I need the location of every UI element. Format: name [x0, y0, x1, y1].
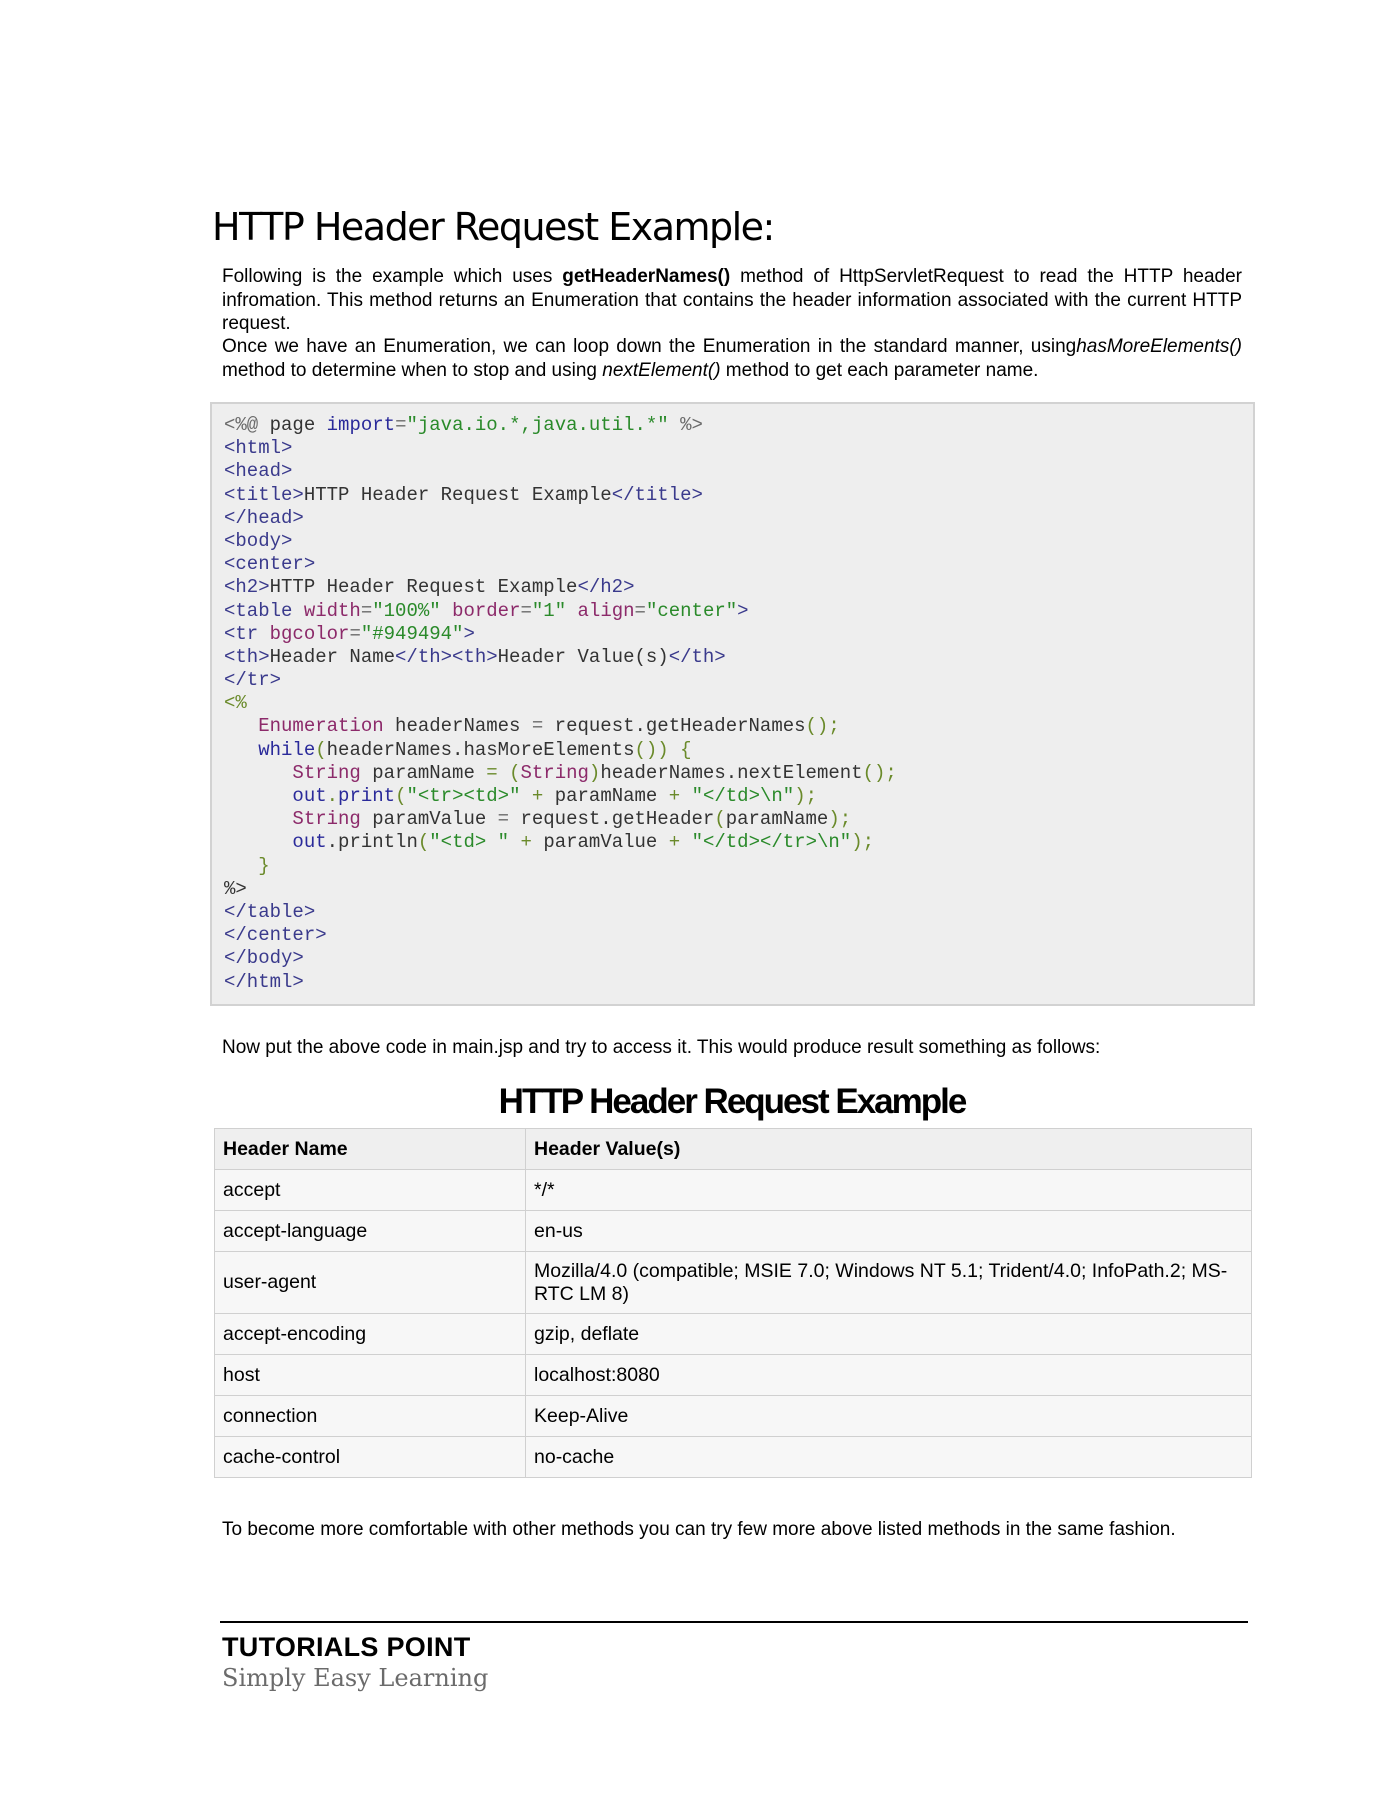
- header-name-cell: accept: [215, 1170, 526, 1211]
- code-line: %>: [224, 877, 247, 900]
- intro-paragraph-2: [222, 335, 1242, 382]
- table-row: [215, 1437, 1252, 1478]
- code-line: <head>: [224, 460, 293, 483]
- header-name-cell: host: [215, 1355, 526, 1396]
- intro-text: Following is the example which uses: [222, 266, 563, 287]
- intro-text: method of HttpServletRequest to read the HTTP header infromation. This method returns an Enumeration that contains the header information associated with the current HTTP request.: [222, 266, 1242, 334]
- code-line: Enumeration headerNames = request.getHeaderNames();: [258, 715, 840, 738]
- code-line: </table>: [224, 900, 316, 923]
- column-header-name: Header Name: [215, 1129, 526, 1170]
- code-line: <title>HTTP Header Request Example</title>: [224, 483, 703, 506]
- header-value-cell: Mozilla/4.0 (compatible; MSIE 7.0; Windows NT 5.1; Trident/4.0; InfoPath.2; MS-RTC LM 8): [526, 1252, 1252, 1314]
- table-row: [215, 1170, 1252, 1211]
- code-line: <body>: [224, 529, 293, 552]
- code-line: out.print("<tr><td>" + paramName + "</td>\n");: [292, 785, 817, 807]
- table-row: [215, 1211, 1252, 1252]
- method-name-italic: hasMoreElements(): [1076, 336, 1242, 357]
- code-line: String paramName = (String)headerNames.nextElement();: [292, 761, 897, 784]
- code-line: <th>Header Name</th><th>Header Value(s)</th>: [224, 645, 726, 668]
- table-header-row: [215, 1129, 1252, 1170]
- header-name-cell: connection: [215, 1396, 526, 1437]
- method-name-italic: nextElement(): [602, 359, 721, 381]
- result-table: [214, 1128, 1252, 1478]
- intro-text: method to get each parameter name.: [720, 359, 1039, 381]
- header-name-cell: accept-encoding: [215, 1314, 526, 1355]
- intro-text: method to determine when to stop and using: [222, 359, 603, 381]
- header-value-cell: */*: [526, 1170, 1252, 1211]
- code-line: <table width="100%" border="1" align="center">: [224, 599, 749, 622]
- code-line: <%@ page import="java.io.*,java.util.*" %>: [224, 414, 703, 436]
- code-block: [210, 402, 1255, 1006]
- table-row: [215, 1355, 1252, 1396]
- code-line: </body>: [224, 947, 304, 970]
- header-name-cell: cache-control: [215, 1437, 526, 1478]
- code-line: <tr bgcolor="#949494">: [224, 622, 475, 645]
- header-value-cell: gzip, deflate: [526, 1314, 1252, 1355]
- method-name-bold: getHeaderNames(): [562, 266, 731, 287]
- code-line: out.println("<td> " + paramValue + "</td></tr>\n");: [292, 831, 875, 854]
- footer-divider: [220, 1621, 1248, 1623]
- intro-paragraph-1: [222, 265, 1242, 336]
- result-title: HTTP Header Request Example: [498, 1082, 966, 1121]
- code-line: String paramValue = request.getHeader(paramName);: [292, 808, 852, 831]
- table-row: [215, 1314, 1252, 1355]
- column-header-value: Header Value(s): [526, 1129, 1252, 1170]
- header-value-cell: Keep-Alive: [526, 1396, 1252, 1437]
- footer-brand: TUTORIALS POINT: [222, 1632, 471, 1662]
- header-name-cell: accept-language: [215, 1211, 526, 1252]
- footer-tagline: Simply Easy Learning: [222, 1664, 489, 1692]
- header-value-cell: localhost:8080: [526, 1355, 1252, 1396]
- code-line: <html>: [224, 437, 293, 460]
- code-line: <%: [224, 692, 247, 715]
- header-value-cell: en-us: [526, 1211, 1252, 1252]
- code-line: <h2>HTTP Header Request Example</h2>: [224, 576, 635, 599]
- code-line: }: [258, 854, 270, 877]
- code-line: </head>: [224, 506, 304, 529]
- code-line: while(headerNames.hasMoreElements()) {: [258, 738, 692, 761]
- section-heading: HTTP Header Request Example:: [212, 205, 774, 249]
- intro-text: Once we have an Enumeration, we can loop down the Enumeration in the standard manner, using: [222, 336, 1077, 357]
- after-code-paragraph: Now put the above code in main.jsp and try to access it. This would produce result something as follows:: [222, 1037, 1101, 1058]
- code-line: </tr>: [224, 669, 282, 692]
- table-row: [215, 1396, 1252, 1437]
- code-line: <center>: [224, 553, 316, 576]
- closing-paragraph: To become more comfortable with other methods you can try few more above listed methods in the same fashion.: [222, 1519, 1176, 1540]
- table-row: [215, 1252, 1252, 1314]
- code-line: </center>: [224, 924, 327, 947]
- header-value-cell: no-cache: [526, 1437, 1252, 1478]
- header-name-cell: user-agent: [215, 1252, 526, 1314]
- code-line: </html>: [224, 970, 304, 993]
